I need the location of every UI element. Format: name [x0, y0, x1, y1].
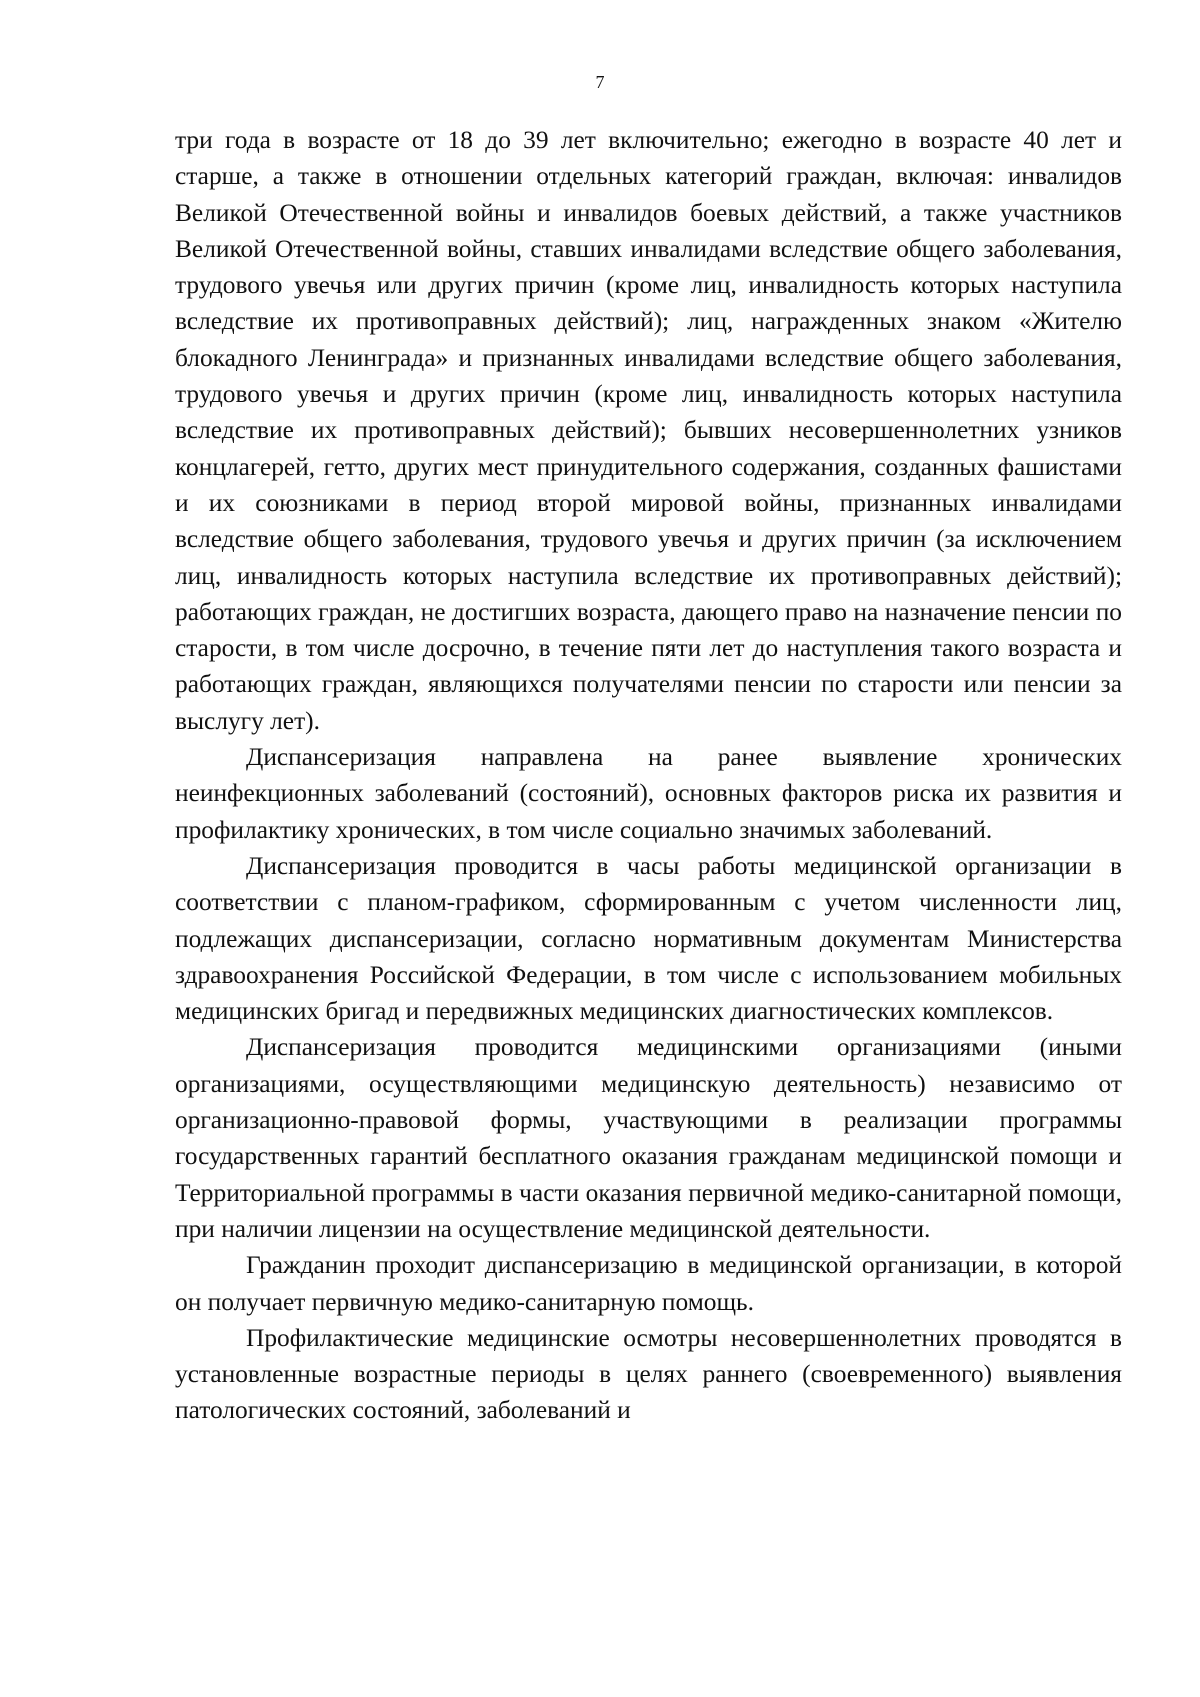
- paragraph-dispensary-organizations: Диспансеризация проводится медицинскими организациями (иными организациями, осуществляющими медицинскую деятельность) независимо от организационно-правовой формы, участвующими в реализации программы государственных гарантий бесплатного оказания гражданам медицинской помощи и Территориальной программы в части оказания первичной медико-санитарной помощи, при наличии лицензии на осуществление медицинской деятельности.: [175, 1033, 1122, 1243]
- paragraph-citizen-dispensary: Гражданин проходит диспансеризацию в медицинской организации, в которой он получает первичную медико-санитарную помощь.: [175, 1251, 1122, 1316]
- paragraph-continuation: три года в возрасте от 18 до 39 лет включительно; ежегодно в возрасте 40 лет и старше, а также в отношении отдельных категорий граждан, включая: инвалидов Великой Отечественной войны и инвалидов боевых действий, а также участников Великой Отечественной войны, ставших инвалидами вследствие общего заболевания, трудового увечья или других причин (кроме лиц, инвалидность которых наступила вследствие их противоправных действий); лиц, награжденных знаком «Жителю блокадного Ленинграда» и признанных инвалидами вследствие общего заболевания, трудового увечья и других причин (кроме лиц, инвалидность которых наступила вследствие их противоправных действий); бывших несовершеннолетних узников концлагерей, гетто, других мест принудительного содержания, созданных фашистами и их союзниками в период второй мировой войны, признанных инвалидами вследствие общего заболевания, трудового увечья и других причин (за исключением лиц, инвалидность которых наступила вследствие их противоправных действий); работающих граждан, не достигших возраста, дающего право на назначение пенсии по старости, в том числе досрочно, в течение пяти лет до наступления такого возраста и работающих граждан, являющихся получателями пенсии по старости или пенсии за выслугу лет).: [175, 126, 1122, 735]
- paragraph-dispensary-schedule: Диспансеризация проводится в часы работы медицинской организации в соответствии с планом-графиком, сформированным с учетом численности лиц, подлежащих диспансеризации, согласно нормативным документам Министерства здравоохранения Российской Федерации, в том числе с использованием мобильных медицинских бригад и передвижных медицинских диагностических комплексов.: [175, 851, 1122, 1026]
- paragraph-dispensary-purpose: Диспансеризация направлена на ранее выявление хронических неинфекционных заболеваний (состояний), основных факторов риска их развития и профилактику хронических, в том числе социально значимых заболеваний.: [175, 743, 1122, 844]
- page-number: 7: [595, 72, 605, 92]
- paragraph-minors-checkups: Профилактические медицинские осмотры несовершеннолетних проводятся в установленные возрастные периоды в целях раннего (своевременного) выявления патологических состояний, заболеваний и: [175, 1323, 1122, 1425]
- document-body: [175, 122, 1122, 1429]
